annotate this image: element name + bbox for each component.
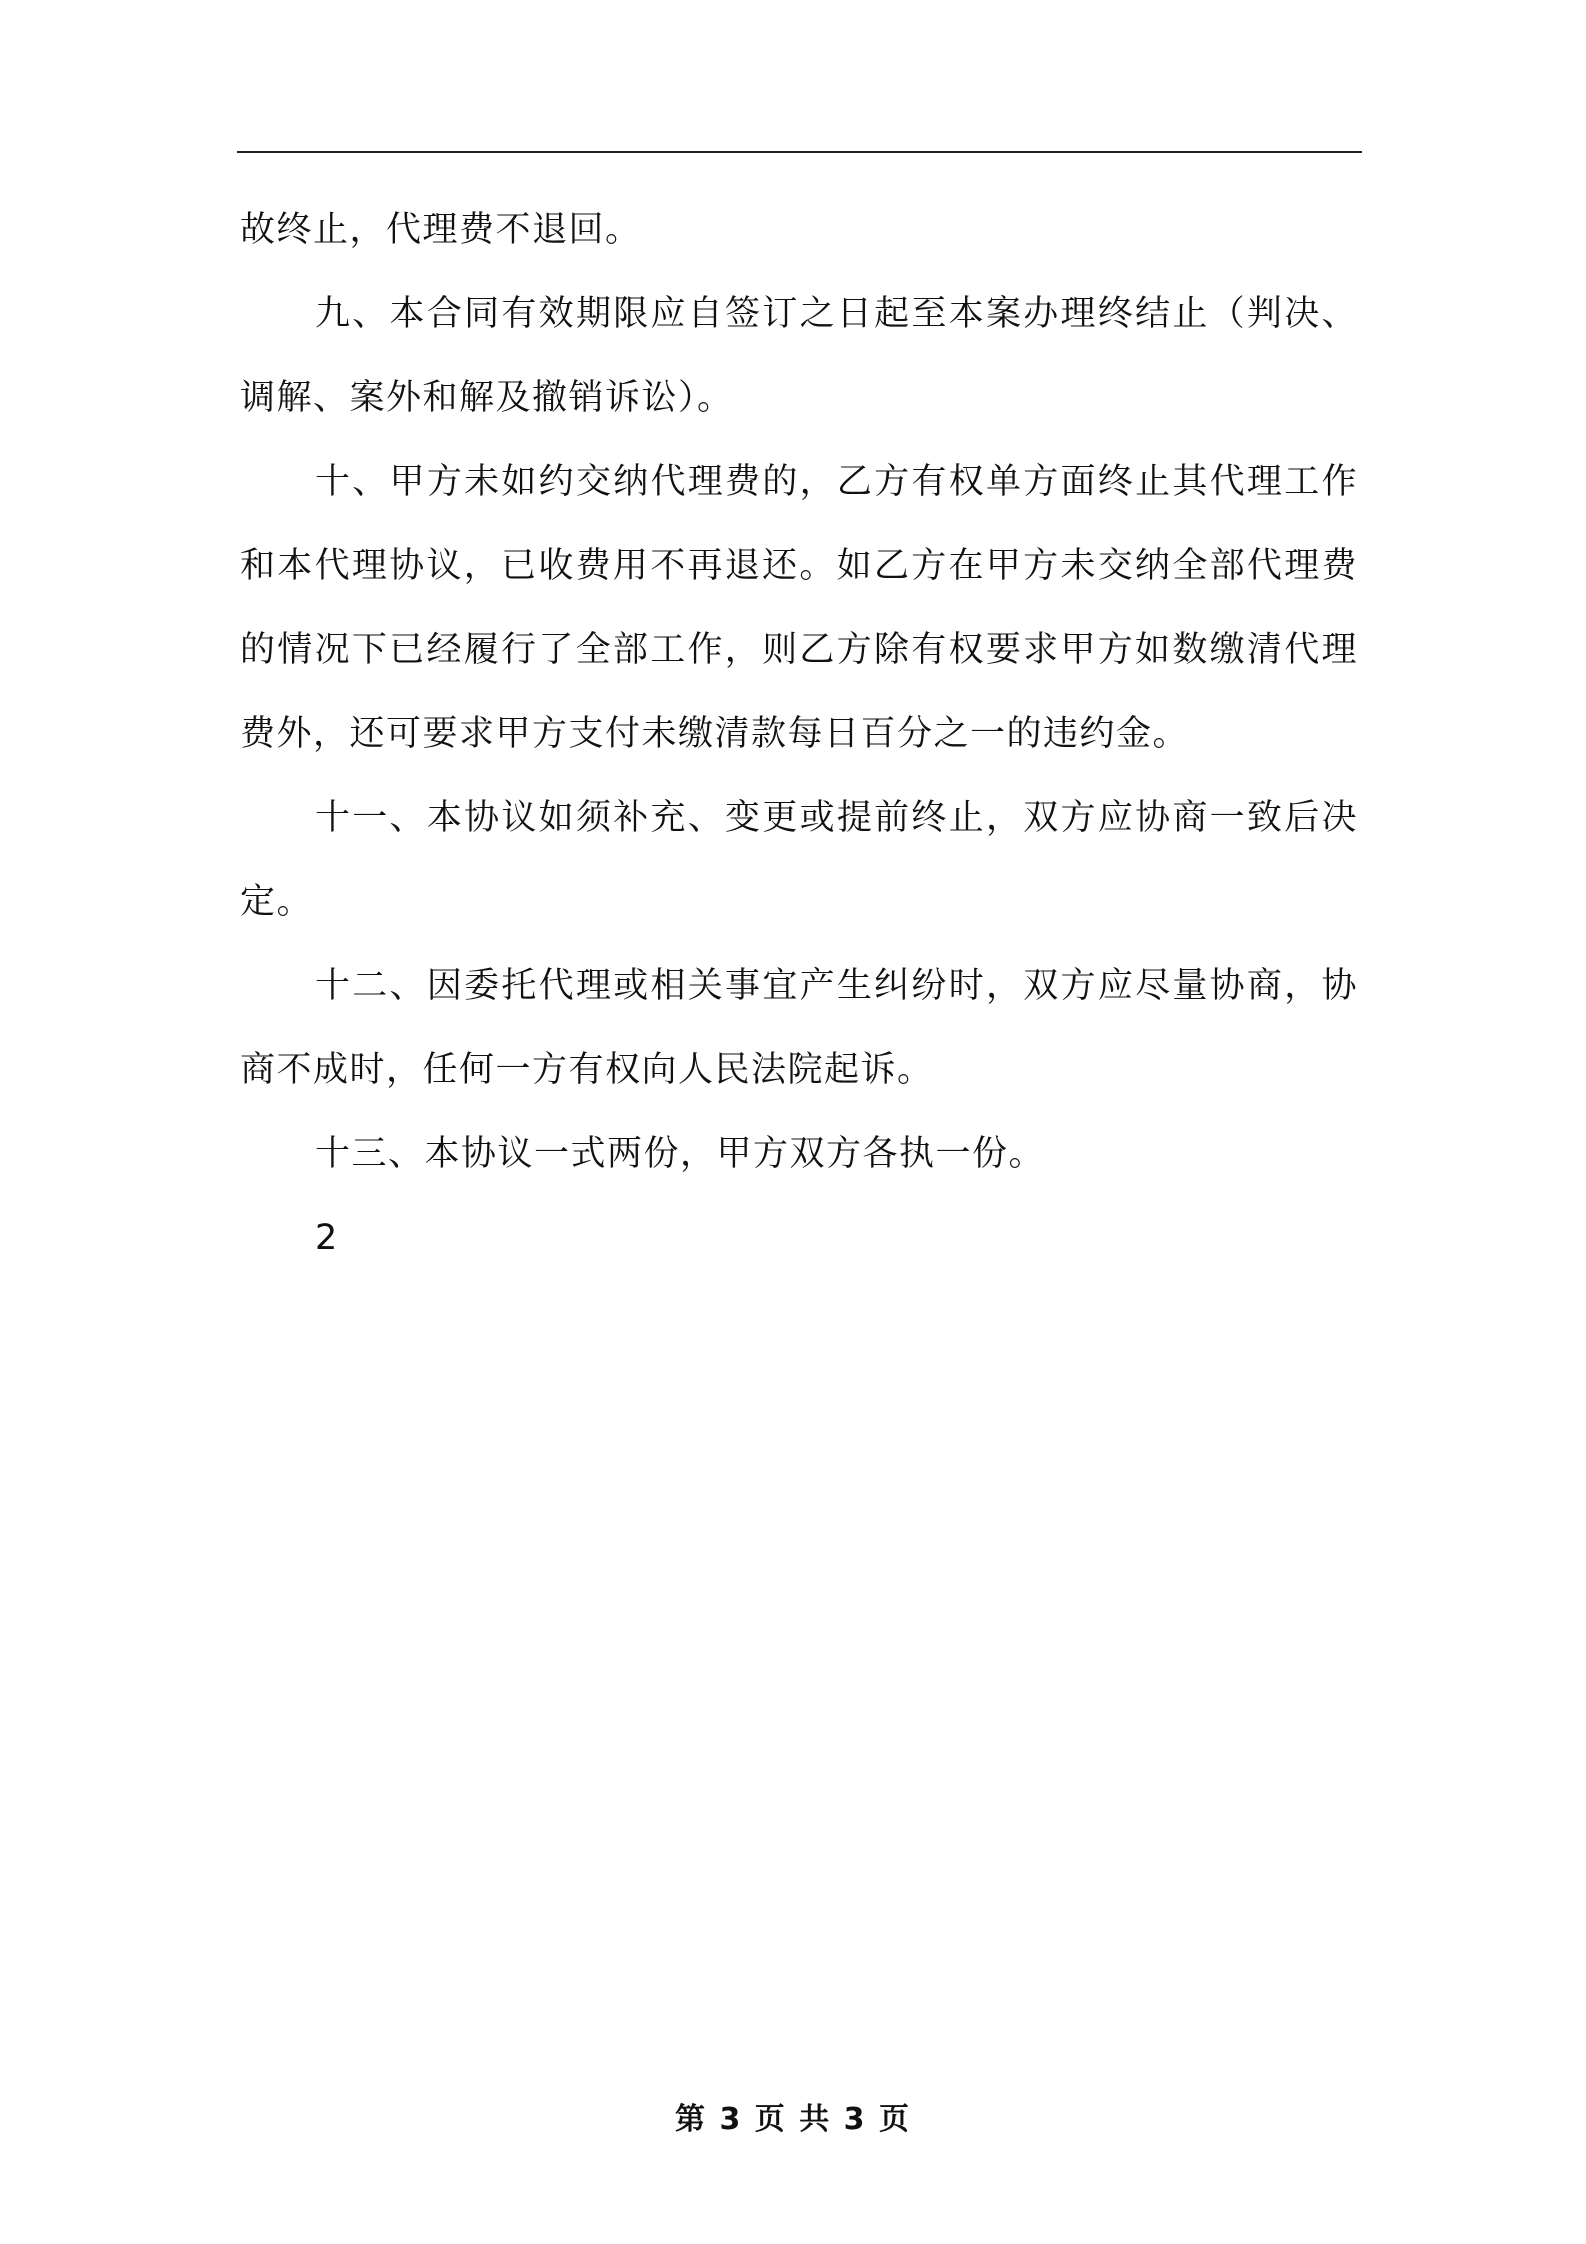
header-divider [237, 151, 1362, 153]
document-body [240, 188, 1358, 1280]
paragraph-continuation: 故终止，代理费不退回。 [240, 210, 642, 250]
clause-11: 十一、本协议如须补充、变更或提前终止，双方应协商一致后决定。 [240, 798, 1358, 922]
page-footer: 第 3 页 共 3 页 [675, 2102, 911, 2137]
stray-number: 2 [315, 1218, 339, 1258]
clause-9: 九、本合同有效期限应自签订之日起至本案办理终结止（判决、调解、案外和解及撤销诉讼）。 [240, 294, 1358, 418]
clause-13: 十三、本协议一式两份，甲方双方各执一份。 [315, 1134, 1046, 1174]
clause-10: 十、甲方未如约交纳代理费的，乙方有权单方面终止其代理工作和本代理协议，已收费用不再退还。如乙方在甲方未交纳全部代理费的情况下已经履行了全部工作，则乙方除有权要求甲方如数缴清代理费外，还可要求甲方支付未缴清款每日百分之一的违约金。 [240, 462, 1358, 754]
clause-12: 十二、因委托代理或相关事宜产生纠纷时，双方应尽量协商，协商不成时，任何一方有权向人民法院起诉。 [240, 966, 1358, 1090]
